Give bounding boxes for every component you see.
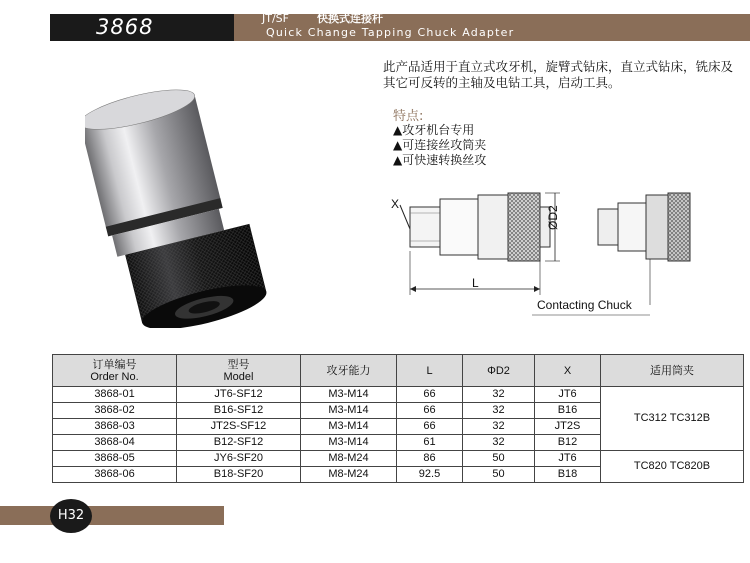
cell-d2: 32 — [463, 403, 535, 419]
product-code: 3868 — [96, 15, 154, 39]
page-number-badge: H32 — [50, 499, 92, 533]
cell-d2: 50 — [463, 451, 535, 467]
feature-item: ▲可快速转换丝攻 — [393, 153, 487, 167]
cell-l: 66 — [397, 419, 463, 435]
header-title-cn — [262, 12, 383, 25]
cell-tapping: M8-M24 — [301, 451, 397, 467]
features-title: 特点: — [393, 109, 424, 124]
cell-l: 66 — [397, 403, 463, 419]
cell-order: 3868-04 — [53, 435, 177, 451]
cell-model: JY6-SF20 — [177, 451, 301, 467]
col-d2: ΦD2 — [463, 355, 535, 387]
cell-x: B18 — [535, 467, 601, 483]
col-tapping: 攻牙能力 — [301, 355, 397, 387]
table-row — [53, 387, 744, 403]
dim-d2-label: ØD2 — [546, 205, 560, 230]
footer-brown-bar — [0, 506, 224, 525]
cell-l: 66 — [397, 387, 463, 403]
cell-order: 3868-01 — [53, 387, 177, 403]
col-model: 型号 Model — [177, 355, 301, 387]
cell-d2: 32 — [463, 435, 535, 451]
cell-model: B18-SF20 — [177, 467, 301, 483]
dim-l-label: L — [472, 276, 479, 290]
cell-l: 61 — [397, 435, 463, 451]
cell-model: B16-SF12 — [177, 403, 301, 419]
feature-item: ▲可连接丝攻筒夹 — [393, 138, 487, 152]
cell-l: 92.5 — [397, 467, 463, 483]
cell-x: JT6 — [535, 451, 601, 467]
cell-chuck-group: TC312 TC312B — [601, 387, 744, 451]
cell-order: 3868-02 — [53, 403, 177, 419]
cell-order: 3868-06 — [53, 467, 177, 483]
cell-tapping: M3-M14 — [301, 387, 397, 403]
col-chuck: 适用筒夹 — [601, 355, 744, 387]
product-description: 此产品适用于直立式攻牙机，旋臂式钻床，直立式钻床，铣床及其它可反转的主轴及电钻工具，启动工具。 — [383, 59, 734, 90]
cell-x: B12 — [535, 435, 601, 451]
cell-model: JT6-SF12 — [177, 387, 301, 403]
table-row — [53, 451, 744, 467]
cell-tapping: M3-M14 — [301, 419, 397, 435]
cell-chuck-group: TC820 TC820B — [601, 451, 744, 483]
cell-tapping: M3-M14 — [301, 435, 397, 451]
col-order: 订单编号 Order No. — [53, 355, 177, 387]
dim-x-label: X — [391, 197, 400, 211]
feature-item: ▲攻牙机台专用 — [393, 123, 475, 137]
cell-order: 3868-03 — [53, 419, 177, 435]
title-en: Quick Change Tapping Chuck Adapter — [266, 26, 515, 39]
cell-tapping: M8-M24 — [301, 467, 397, 483]
table-header-row — [53, 355, 744, 387]
cell-d2: 50 — [463, 467, 535, 483]
cell-x: B16 — [535, 403, 601, 419]
cell-x: JT2S — [535, 419, 601, 435]
col-x: X — [535, 355, 601, 387]
cell-d2: 32 — [463, 387, 535, 403]
product-photo — [85, 78, 325, 328]
cell-l: 86 — [397, 451, 463, 467]
cell-tapping: M3-M14 — [301, 403, 397, 419]
series-label: JT/SF — [262, 12, 289, 25]
title-cn: 快换式连接杆 — [316, 12, 383, 25]
cell-x: JT6 — [535, 387, 601, 403]
cell-order: 3868-05 — [53, 451, 177, 467]
col-l: L — [397, 355, 463, 387]
cell-model: JT2S-SF12 — [177, 419, 301, 435]
spec-table — [52, 354, 744, 483]
cell-d2: 32 — [463, 419, 535, 435]
cell-model: B12-SF12 — [177, 435, 301, 451]
contacting-chuck-label: Contacting Chuck — [537, 298, 632, 312]
